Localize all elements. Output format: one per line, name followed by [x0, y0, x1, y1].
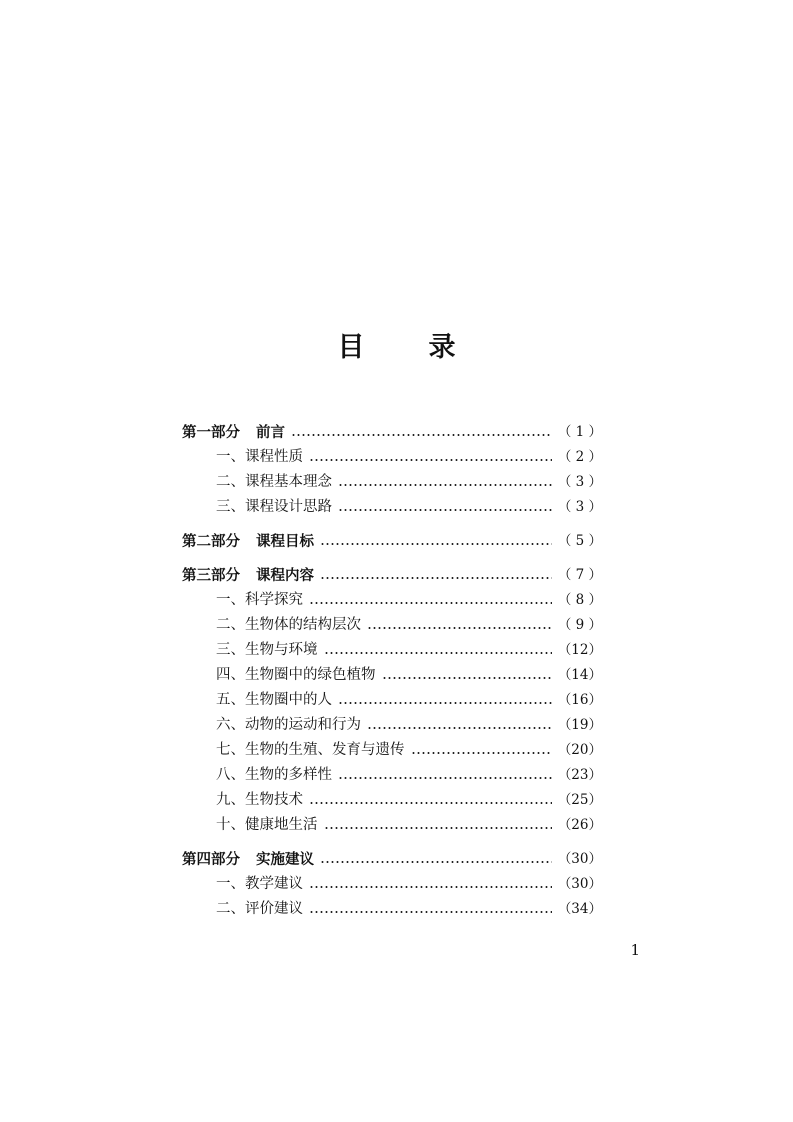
toc-page-number: （12）	[557, 642, 602, 658]
toc-item[interactable]	[182, 663, 602, 688]
dot-leader	[309, 911, 552, 913]
toc-item-label: 二、生物体的结构层次	[216, 617, 361, 633]
toc-item-label: 二、评价建议	[216, 901, 303, 917]
dot-leader	[382, 677, 552, 679]
toc-part-2[interactable]	[182, 529, 602, 554]
toc-item-label: 六、动物的运动和行为	[216, 717, 361, 733]
toc-item[interactable]	[182, 813, 602, 838]
toc-part-label: 第一部分 前言	[182, 424, 285, 441]
toc-page-number: （30）	[557, 876, 602, 892]
dot-leader	[411, 752, 552, 754]
toc-page-number: （30）	[557, 851, 602, 867]
toc-item[interactable]	[182, 613, 602, 638]
toc-item-label: 四、生物圈中的绿色植物	[216, 667, 376, 683]
dot-leader	[338, 702, 552, 704]
toc-page-number: （23）	[557, 767, 602, 783]
title-char-1: 目	[337, 332, 365, 363]
dot-leader	[309, 602, 552, 604]
toc-page-number: （20）	[557, 742, 602, 758]
dot-leader	[309, 459, 552, 461]
dot-leader	[291, 434, 552, 436]
toc-part-label: 第二部分 课程目标	[182, 533, 314, 550]
toc-page-number: （ 9 ）	[557, 617, 602, 633]
toc-page-number: （ 3 ）	[557, 474, 602, 490]
toc-part-1[interactable]	[182, 420, 602, 445]
toc-page-number: （ 2 ）	[557, 449, 602, 465]
toc-item-label: 十、健康地生活	[216, 817, 318, 833]
toc-page-number: （ 5 ）	[557, 533, 602, 549]
toc-item[interactable]	[182, 445, 602, 470]
toc-page-number: （ 8 ）	[557, 592, 602, 608]
dot-leader	[367, 627, 552, 629]
toc-page-number: （ 3 ）	[557, 499, 602, 515]
dot-leader	[309, 886, 552, 888]
dot-leader	[338, 484, 552, 486]
dot-leader	[320, 861, 552, 863]
toc-item[interactable]	[182, 495, 602, 520]
toc-item-label: 一、教学建议	[216, 876, 303, 892]
toc-item-label: 一、科学探究	[216, 592, 303, 608]
toc-item-label: 二、课程基本理念	[216, 474, 332, 490]
toc-item[interactable]	[182, 897, 602, 922]
toc-item[interactable]	[182, 788, 602, 813]
toc-item-label: 九、生物技术	[216, 792, 303, 808]
toc-part-label: 第四部分 实施建议	[182, 851, 314, 868]
toc-page-number: （19）	[557, 717, 602, 733]
title-char-2: 录	[428, 332, 456, 363]
toc-item-label: 三、生物与环境	[216, 642, 318, 658]
toc-item[interactable]	[182, 688, 602, 713]
dot-leader	[324, 652, 552, 654]
toc-item-label: 三、课程设计思路	[216, 499, 332, 515]
toc-item[interactable]	[182, 588, 602, 613]
toc-item-label: 五、生物圈中的人	[216, 692, 332, 708]
dot-leader	[367, 727, 552, 729]
toc-item-label: 八、生物的多样性	[216, 767, 332, 783]
toc-item[interactable]	[182, 763, 602, 788]
dot-leader	[338, 509, 552, 511]
toc-page-number: （ 7 ）	[557, 567, 602, 583]
table-of-contents	[182, 420, 602, 922]
toc-part-4[interactable]	[182, 847, 602, 872]
toc-page-number: （ 1 ）	[557, 424, 602, 440]
dot-leader	[324, 827, 552, 829]
toc-item-label: 一、课程性质	[216, 449, 303, 465]
toc-item[interactable]	[182, 470, 602, 495]
toc-part-label: 第三部分 课程内容	[182, 567, 314, 584]
toc-page-number: （25）	[557, 792, 602, 808]
dot-leader	[338, 777, 552, 779]
toc-page-number: （14）	[557, 667, 602, 683]
toc-item-label: 七、生物的生殖、发育与遗传	[216, 742, 405, 758]
toc-part-3[interactable]	[182, 563, 602, 588]
toc-item[interactable]	[182, 638, 602, 663]
toc-item[interactable]	[182, 872, 602, 897]
page-number: 1	[630, 941, 640, 959]
toc-page-number: （34）	[557, 901, 602, 917]
toc-page-number: （16）	[557, 692, 602, 708]
toc-page-number: （26）	[557, 817, 602, 833]
dot-leader	[320, 543, 552, 545]
page-title	[0, 330, 793, 366]
dot-leader	[320, 577, 552, 579]
toc-item[interactable]	[182, 738, 602, 763]
toc-item[interactable]	[182, 713, 602, 738]
dot-leader	[309, 802, 552, 804]
